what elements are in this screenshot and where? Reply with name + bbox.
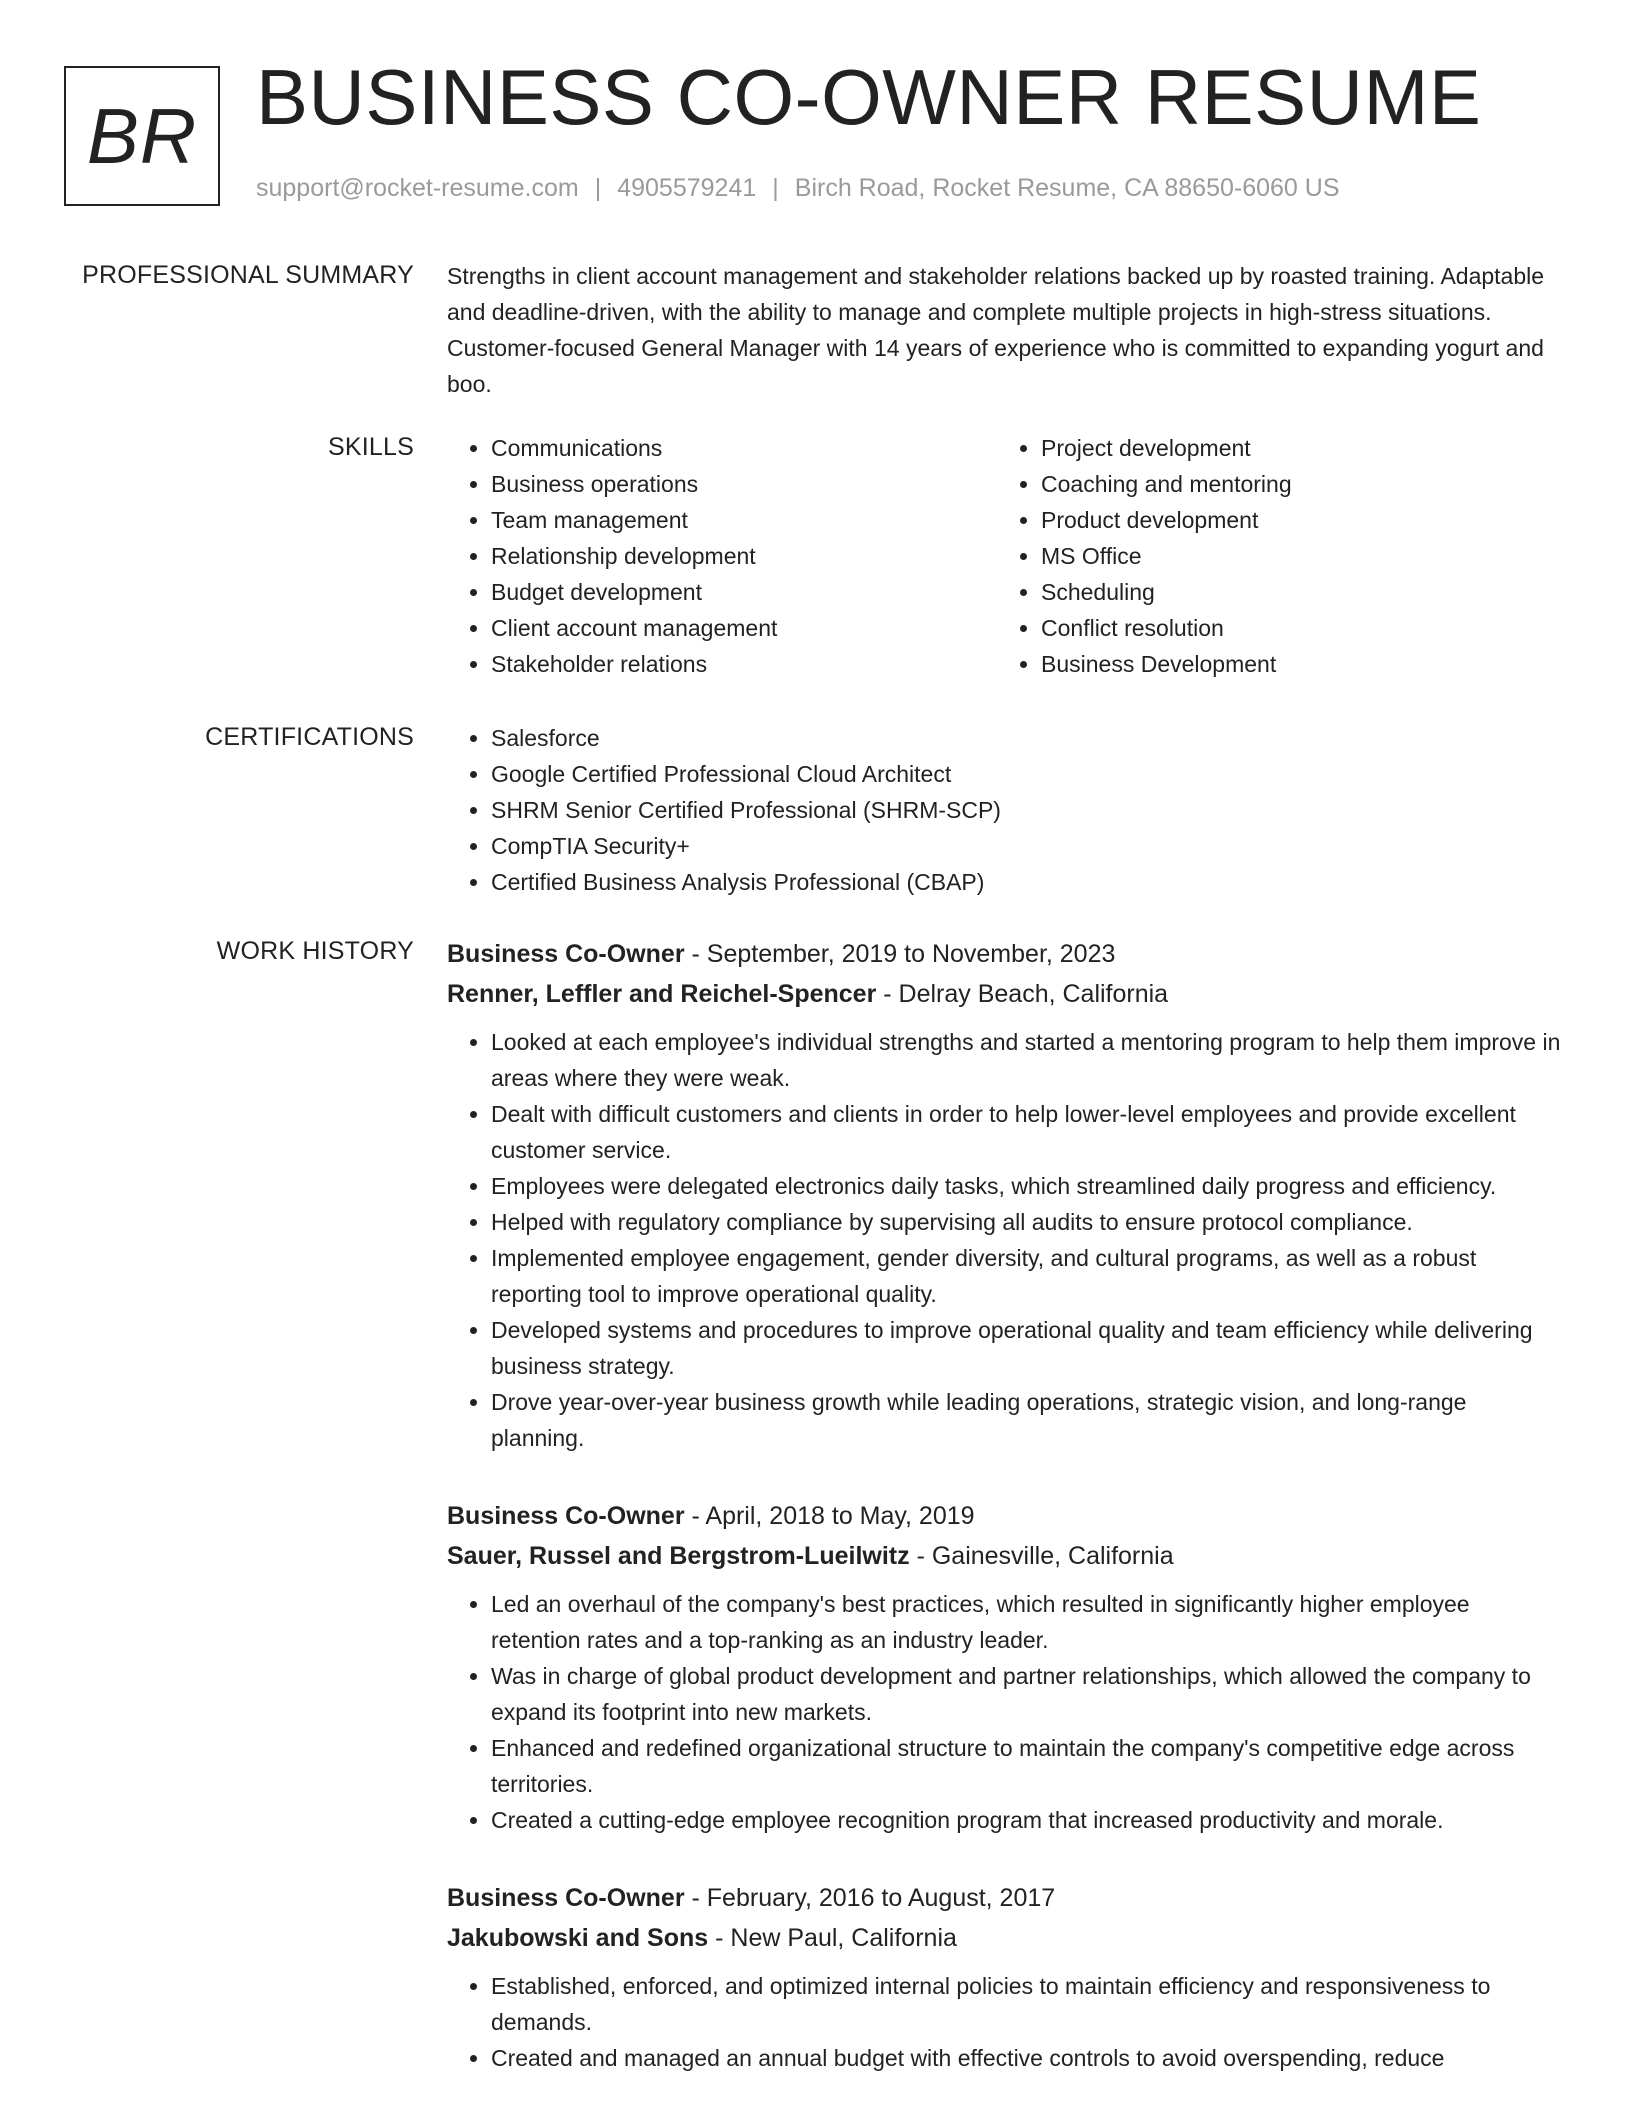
section-label-work-history: WORK HISTORY [216, 937, 414, 965]
skill-item: • Product development [1041, 502, 1547, 538]
job-title-line [447, 1878, 1562, 1918]
job-title: Business Co-Owner [447, 1502, 685, 1530]
skills-list-right [997, 430, 1547, 682]
skill-item: • Coaching and mentoring [1041, 466, 1547, 502]
job-title: Business Co-Owner [447, 940, 685, 968]
job-company: Sauer, Russel and Bergstrom-Lueilwitz [447, 1542, 910, 1570]
job-company-line [447, 1918, 1562, 1958]
skill-item: • Communications [491, 430, 997, 466]
job-bullet: • Employees were delegated electronics daily tasks, which streamlined daily progress and efficiency. [491, 1168, 1562, 1204]
job-bullet: • Led an overhaul of the company's best practices, which resulted in significantly higher employee retention rates and a top-ranking as an industry leader. [491, 1586, 1562, 1658]
job-bullet: • Developed systems and procedures to improve operational quality and team efficiency while delivering business strategy. [491, 1312, 1562, 1384]
job-title: Business Co-Owner [447, 1884, 685, 1912]
job-entry [447, 1878, 1562, 2076]
skill-item: • Conflict resolution [1041, 610, 1547, 646]
job-title-line [447, 934, 1562, 974]
monogram-initials: BR [86, 92, 198, 180]
certification-item: • Salesforce [491, 720, 1562, 756]
certification-item: • CompTIA Security+ [491, 828, 1562, 864]
contact-separator: | [594, 174, 602, 202]
job-bullet: • Dealt with difficult customers and clients in order to help lower-level employees and provide excellent customer service. [491, 1096, 1562, 1168]
skill-item: • Business operations [491, 466, 997, 502]
skills-body [447, 430, 1562, 682]
job-bullets [447, 1968, 1562, 2076]
job-dates: - September, 2019 to November, 2023 [691, 940, 1116, 968]
job-bullet: • Created a cutting-edge employee recognition program that increased productivity and morale. [491, 1802, 1562, 1838]
job-entry [447, 1496, 1562, 1838]
monogram-box [64, 66, 220, 206]
job-entry [447, 934, 1562, 1456]
skills-columns [447, 430, 1547, 682]
certification-item: • SHRM Senior Certified Professional (SHRM-SCP) [491, 792, 1562, 828]
contact-separator: | [772, 174, 779, 202]
job-bullet: • Looked at each employee's individual strengths and started a mentoring program to help them improve in areas where they were weak. [491, 1024, 1562, 1096]
summary-body [447, 258, 1562, 402]
section-label-summary: PROFESSIONAL SUMMARY [82, 261, 414, 289]
section-label-skills: SKILLS [328, 433, 414, 461]
job-company-line [447, 1536, 1562, 1576]
section-label-certifications: CERTIFICATIONS [205, 723, 414, 751]
skill-item: • Budget development [491, 574, 997, 610]
skill-item: • Client account management [491, 610, 997, 646]
job-bullet: • Established, enforced, and optimized internal policies to maintain efficiency and responsiveness to demands. [491, 1968, 1562, 2040]
job-location: - New Paul, California [715, 1924, 957, 1952]
job-bullet: • Implemented employee engagement, gender diversity, and cultural programs, as well as a robust reporting tool to improve operational quality. [491, 1240, 1562, 1312]
job-bullet: • Enhanced and redefined organizational structure to maintain the company's competitive edge across territories. [491, 1730, 1562, 1802]
certification-item: • Google Certified Professional Cloud Architect [491, 756, 1562, 792]
contact-address: Birch Road, Rocket Resume, CA 88650-6060 US [794, 174, 1340, 202]
job-bullet: • Created and managed an annual budget with effective controls to avoid overspending, reduce [491, 2040, 1562, 2076]
job-bullet: • Helped with regulatory compliance by supervising all audits to ensure protocol compliance. [491, 1204, 1562, 1240]
skill-item: • Business Development [1041, 646, 1547, 682]
job-location: - Delray Beach, California [883, 980, 1169, 1008]
job-title-line [447, 1496, 1562, 1536]
job-bullets [447, 1024, 1562, 1456]
skill-item: • MS Office [1041, 538, 1547, 574]
work-history-body [447, 934, 1562, 2116]
job-location: - Gainesville, California [916, 1542, 1174, 1570]
job-bullets [447, 1586, 1562, 1838]
certifications-list [447, 720, 1562, 900]
skill-item: • Scheduling [1041, 574, 1547, 610]
job-company: Jakubowski and Sons [447, 1924, 709, 1952]
contact-line [256, 176, 1340, 201]
skill-item: • Stakeholder relations [491, 646, 997, 682]
job-dates: - February, 2016 to August, 2017 [691, 1884, 1056, 1912]
skills-list-left [447, 430, 997, 682]
contact-email: support@rocket-resume.com [256, 174, 579, 202]
skill-item: • Project development [1041, 430, 1547, 466]
job-dates: - April, 2018 to May, 2019 [691, 1502, 975, 1530]
resume-title: BUSINESS CO-OWNER RESUME [256, 53, 1482, 141]
job-company: Renner, Leffler and Reichel-Spencer [447, 980, 877, 1008]
summary-text: Strengths in client account management and stakeholder relations backed up by roasted training. Adaptable and deadline-driven, with the ability to manage and complete multiple projects in high-stress situations. Customer-focused General Manager with 14 years of experience who is committed to expanding yogurt and boo. [447, 263, 1545, 397]
certification-item: • Certified Business Analysis Professional (CBAP) [491, 864, 1562, 900]
skill-item: • Team management [491, 502, 997, 538]
skill-item: • Relationship development [491, 538, 997, 574]
job-company-line [447, 974, 1562, 1014]
job-bullet: • Drove year-over-year business growth while leading operations, strategic vision, and long-range planning. [491, 1384, 1562, 1456]
job-bullet: • Was in charge of global product development and partner relationships, which allowed the company to expand its footprint into new markets. [491, 1658, 1562, 1730]
certifications-body [447, 720, 1562, 900]
contact-phone: 4905579241 [617, 174, 757, 202]
